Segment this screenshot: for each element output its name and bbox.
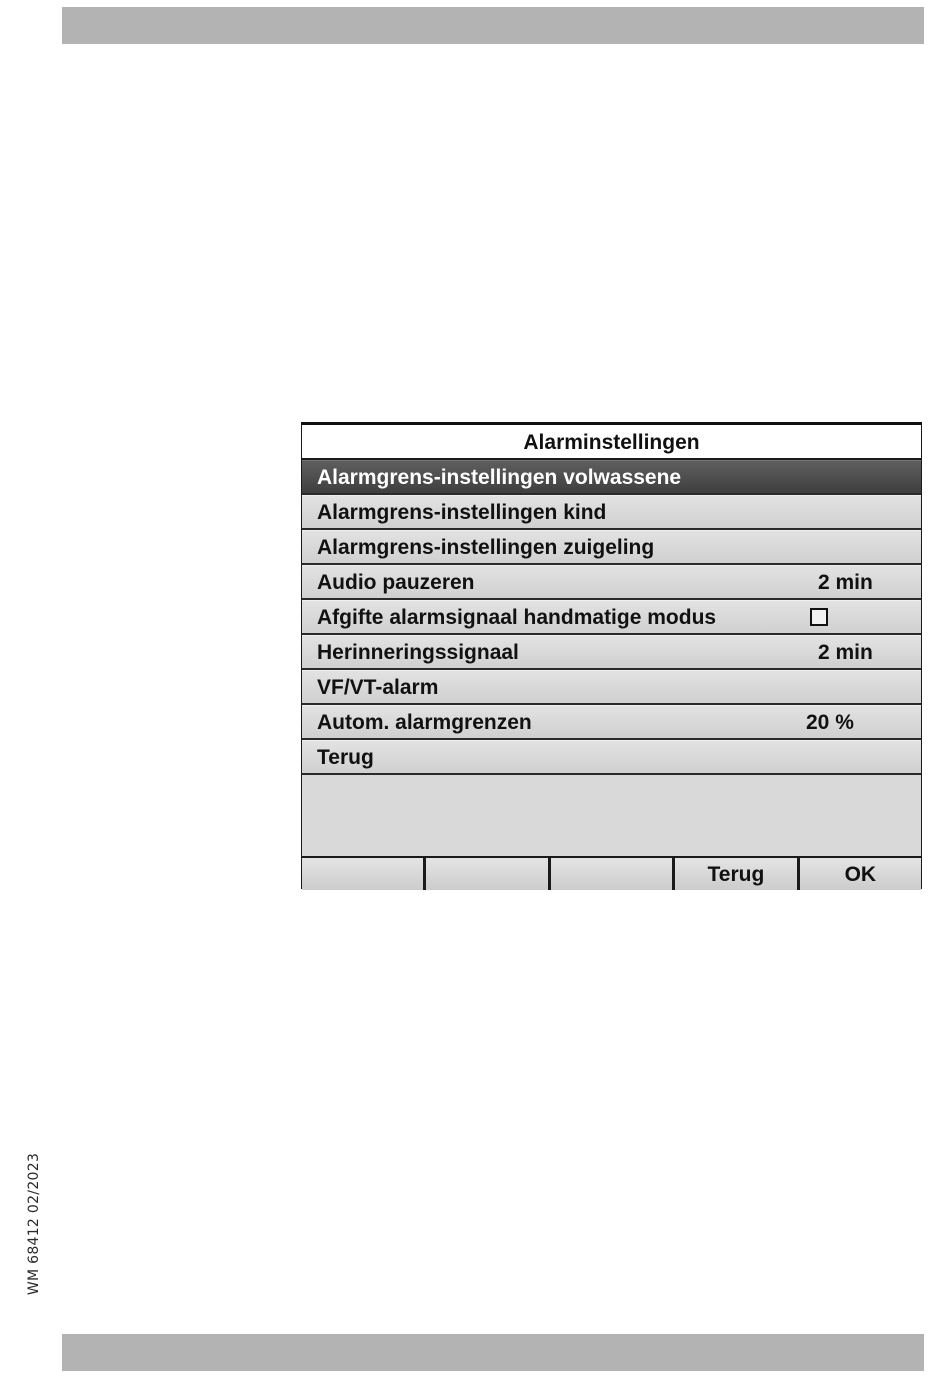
document-code: WM 68412 02/2023	[26, 1152, 42, 1296]
alarm-settings-menu	[302, 460, 921, 775]
softkey-back-button[interactable]: Terug	[675, 858, 799, 890]
menu-item-label: VF/VT-alarm	[317, 676, 439, 699]
menu-item-label: Afgifte alarmsignaal handmatige modus	[317, 606, 717, 629]
menu-item-label: Terug	[317, 746, 374, 769]
empty-screen-area	[302, 775, 921, 856]
softkey-3[interactable]	[551, 858, 675, 890]
header-band	[62, 7, 924, 44]
menu-item-label: Audio pauzeren	[317, 571, 475, 594]
softkey-ok-button[interactable]: OK	[800, 858, 921, 890]
menu-item-back[interactable]	[302, 740, 921, 775]
menu-item-vf-vt-alarm[interactable]	[302, 670, 921, 705]
menu-item-auto-alarm-limits[interactable]	[302, 705, 921, 740]
audio-pause-value: 2 min	[818, 571, 873, 594]
screen-title: Alarminstellingen	[302, 425, 921, 460]
menu-item-child-alarm-limits[interactable]	[302, 495, 921, 530]
menu-item-adult-alarm-limits[interactable]	[302, 460, 921, 495]
manual-mode-alarm-checkbox[interactable]	[810, 608, 828, 626]
device-screen	[301, 422, 922, 889]
menu-item-label: Herinneringssignaal	[317, 641, 519, 664]
menu-item-audio-pause[interactable]	[302, 565, 921, 600]
menu-item-label: Alarmgrens-instellingen zuigeling	[317, 536, 655, 559]
softkey-bar	[302, 856, 921, 890]
menu-item-label: Alarmgrens-instellingen kind	[317, 501, 607, 524]
menu-item-manual-mode-alarm[interactable]	[302, 600, 921, 635]
auto-alarm-limits-value: 20 %	[806, 711, 854, 734]
menu-item-label: Autom. alarmgrenzen	[317, 711, 532, 734]
menu-item-infant-alarm-limits[interactable]	[302, 530, 921, 565]
menu-item-label: Alarmgrens-instellingen volwassene	[317, 466, 682, 489]
footer-band	[62, 1334, 924, 1371]
softkey-1[interactable]	[302, 858, 426, 890]
softkey-2[interactable]	[426, 858, 550, 890]
menu-item-reminder-signal[interactable]	[302, 635, 921, 670]
reminder-signal-value: 2 min	[818, 641, 873, 664]
